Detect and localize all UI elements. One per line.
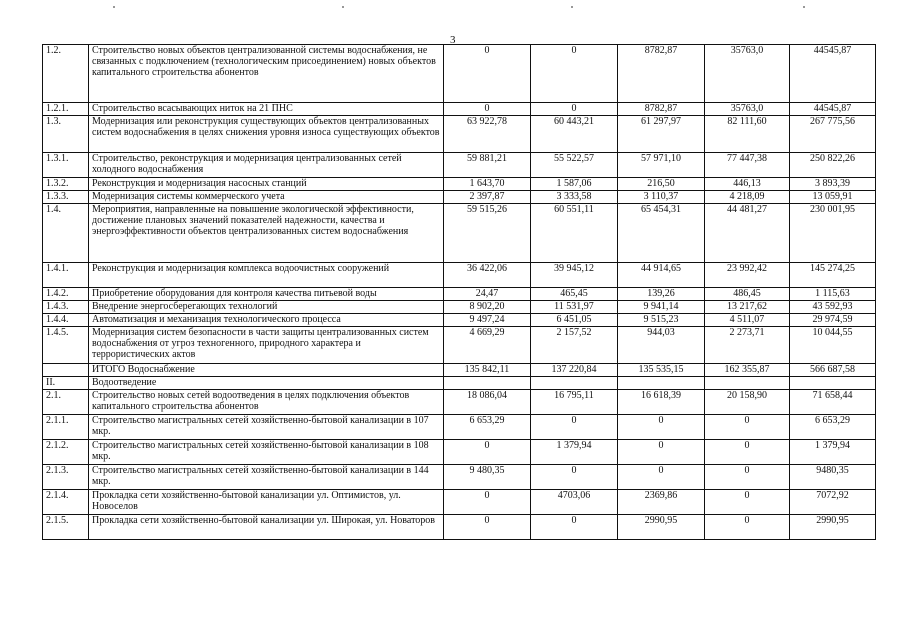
year-value-1: 0 <box>444 490 531 515</box>
year-value-1: 9 480,35 <box>444 465 531 490</box>
row-title: Водоотведение <box>89 377 444 390</box>
year-value-3: 3 110,37 <box>618 191 705 204</box>
row-title: Прокладка сети хозяйственно-бытовой канализации ул. Оптимистов, ул. Новоселов <box>89 490 444 515</box>
year-value-1: 4 669,29 <box>444 327 531 364</box>
row-title: Автоматизация и механизация технологического процесса <box>89 314 444 327</box>
year-value-3: 139,26 <box>618 288 705 301</box>
year-value-2: 1 587,06 <box>531 178 618 191</box>
row-number <box>43 364 89 377</box>
year-value-4: 44 481,27 <box>705 204 790 263</box>
year-value-2: 0 <box>531 45 618 103</box>
table-row <box>43 153 876 178</box>
year-value-1: 135 842,11 <box>444 364 531 377</box>
table-row <box>43 45 876 103</box>
year-value-2: 39 945,12 <box>531 263 618 288</box>
table-row <box>43 390 876 415</box>
row-number: 1.4.1. <box>43 263 89 288</box>
year-value-2: 0 <box>531 515 618 540</box>
row-total-value: 29 974,59 <box>790 314 876 327</box>
year-value-4: 4 511,07 <box>705 314 790 327</box>
row-total-value: 3 893,39 <box>790 178 876 191</box>
year-value-3: 0 <box>618 415 705 440</box>
row-title: Реконструкция и модернизация комплекса водоочистных сооружений <box>89 263 444 288</box>
year-value-1: 2 397,87 <box>444 191 531 204</box>
row-number: 1.3. <box>43 116 89 153</box>
row-number: 1.4.4. <box>43 314 89 327</box>
year-value-4: 0 <box>705 440 790 465</box>
year-value-1: 63 922,78 <box>444 116 531 153</box>
year-value-2: 2 157,52 <box>531 327 618 364</box>
year-value-1: 18 086,04 <box>444 390 531 415</box>
row-title: Модернизация систем безопасности в части защиты централизованных систем водоснабжения от угроз техногенного, природного характера и террористических актов <box>89 327 444 364</box>
year-value-3: 8782,87 <box>618 103 705 116</box>
year-value-1: 24,47 <box>444 288 531 301</box>
year-value-3: 0 <box>618 440 705 465</box>
row-total-value: 566 687,58 <box>790 364 876 377</box>
year-value-2: 1 379,94 <box>531 440 618 465</box>
year-value-2: 3 333,58 <box>531 191 618 204</box>
row-number: 1.4. <box>43 204 89 263</box>
table-row <box>43 314 876 327</box>
year-value-4: 0 <box>705 515 790 540</box>
year-value-3: 216,50 <box>618 178 705 191</box>
row-total-value: 1 115,63 <box>790 288 876 301</box>
year-value-4: 4 218,09 <box>705 191 790 204</box>
year-value-2: 60 551,11 <box>531 204 618 263</box>
row-total-value: 71 658,44 <box>790 390 876 415</box>
table-row <box>43 490 876 515</box>
row-title: Реконструкция и модернизация насосных станций <box>89 178 444 191</box>
year-value-4: 2 273,71 <box>705 327 790 364</box>
year-value-1: 0 <box>444 45 531 103</box>
table-row <box>43 301 876 314</box>
year-value-1: 59 515,26 <box>444 204 531 263</box>
row-total-value: 13 059,91 <box>790 191 876 204</box>
year-value-1: 9 497,24 <box>444 314 531 327</box>
row-title: Прокладка сети хозяйственно-бытовой канализации ул. Широкая, ул. Новаторов <box>89 515 444 540</box>
year-value-3: 2369,86 <box>618 490 705 515</box>
year-value-3: 135 535,15 <box>618 364 705 377</box>
year-value-2: 16 795,11 <box>531 390 618 415</box>
investment-program-table <box>42 44 876 540</box>
year-value-2: 4703,06 <box>531 490 618 515</box>
row-total-value: 6 653,29 <box>790 415 876 440</box>
table-row <box>43 288 876 301</box>
year-value-3 <box>618 377 705 390</box>
year-value-1: 0 <box>444 515 531 540</box>
year-value-3: 65 454,31 <box>618 204 705 263</box>
year-value-4: 446,13 <box>705 178 790 191</box>
table-row <box>43 263 876 288</box>
table-row <box>43 116 876 153</box>
row-title: Внедрение энергосберегающих технологий <box>89 301 444 314</box>
year-value-3: 9 515,23 <box>618 314 705 327</box>
row-title: Мероприятия, направленные на повышение экологической эффективности, достижение плановых значений показателей надежности, качества и энергоэффективности объектов централизованных систем водоснабжения <box>89 204 444 263</box>
year-value-1: 59 881,21 <box>444 153 531 178</box>
row-total-value: 10 044,55 <box>790 327 876 364</box>
table-row <box>43 415 876 440</box>
year-value-1: 1 643,70 <box>444 178 531 191</box>
row-total-value: 145 274,25 <box>790 263 876 288</box>
table-row <box>43 440 876 465</box>
row-total-value: 1 379,94 <box>790 440 876 465</box>
year-value-3: 0 <box>618 465 705 490</box>
year-value-2: 0 <box>531 103 618 116</box>
year-value-2: 137 220,84 <box>531 364 618 377</box>
year-value-3: 16 618,39 <box>618 390 705 415</box>
year-value-4: 35763,0 <box>705 103 790 116</box>
total-label: ИТОГО Водоснабжение <box>89 364 444 377</box>
year-value-4: 0 <box>705 415 790 440</box>
year-value-1: 0 <box>444 440 531 465</box>
row-title: Строительство всасывающих ниток на 21 ПНС <box>89 103 444 116</box>
year-value-3: 57 971,10 <box>618 153 705 178</box>
year-value-3: 2990,95 <box>618 515 705 540</box>
table-row <box>43 103 876 116</box>
year-value-4 <box>705 377 790 390</box>
row-total-value: 2990,95 <box>790 515 876 540</box>
year-value-3: 8782,87 <box>618 45 705 103</box>
row-number: 1.4.2. <box>43 288 89 301</box>
table-row <box>43 465 876 490</box>
row-total-value: 43 592,93 <box>790 301 876 314</box>
year-value-1: 36 422,06 <box>444 263 531 288</box>
table-row <box>43 515 876 540</box>
row-number: 1.3.1. <box>43 153 89 178</box>
year-value-2: 0 <box>531 465 618 490</box>
year-value-2: 465,45 <box>531 288 618 301</box>
year-value-4: 13 217,62 <box>705 301 790 314</box>
year-value-4: 77 447,38 <box>705 153 790 178</box>
row-title: Модернизация или реконструкция существующих объектов централизованных систем водоснабжения в целях снижения уровня износа существующих объектов <box>89 116 444 153</box>
scan-specks <box>0 6 905 12</box>
row-total-value: 267 775,56 <box>790 116 876 153</box>
row-title: Строительство новых объектов централизованной системы водоснабжения, не связанных с подключением (технологическим присоединением) новых объектов капитального строительства абонентов <box>89 45 444 103</box>
row-number: 2.1.3. <box>43 465 89 490</box>
year-value-4: 162 355,87 <box>705 364 790 377</box>
year-value-4: 0 <box>705 465 790 490</box>
year-value-1: 0 <box>444 103 531 116</box>
row-total-value: 7072,92 <box>790 490 876 515</box>
table-row <box>43 327 876 364</box>
row-number: 1.3.2. <box>43 178 89 191</box>
row-title: Строительство магистральных сетей хозяйственно-бытовой канализации в 108 мкр. <box>89 440 444 465</box>
year-value-4: 23 992,42 <box>705 263 790 288</box>
row-total-value: 230 001,95 <box>790 204 876 263</box>
year-value-2: 55 522,57 <box>531 153 618 178</box>
year-value-4: 486,45 <box>705 288 790 301</box>
year-value-4: 0 <box>705 490 790 515</box>
row-number: 2.1.1. <box>43 415 89 440</box>
row-number: 1.2. <box>43 45 89 103</box>
year-value-3: 9 941,14 <box>618 301 705 314</box>
table-row <box>43 204 876 263</box>
row-number: 1.3.3. <box>43 191 89 204</box>
table-row <box>43 191 876 204</box>
year-value-2: 60 443,21 <box>531 116 618 153</box>
row-title: Строительство, реконструкция и модернизация централизованных сетей холодного водоснабжения <box>89 153 444 178</box>
row-total-value: 9480,35 <box>790 465 876 490</box>
row-number: 2.1.5. <box>43 515 89 540</box>
year-value-4: 82 111,60 <box>705 116 790 153</box>
year-value-4: 20 158,90 <box>705 390 790 415</box>
page-number: 3 <box>450 34 456 46</box>
row-number: 2.1.2. <box>43 440 89 465</box>
row-number: 1.2.1. <box>43 103 89 116</box>
row-number: II. <box>43 377 89 390</box>
table-row <box>43 377 876 390</box>
year-value-1: 6 653,29 <box>444 415 531 440</box>
year-value-2: 6 451,05 <box>531 314 618 327</box>
year-value-1 <box>444 377 531 390</box>
year-value-1: 8 902,20 <box>444 301 531 314</box>
year-value-2 <box>531 377 618 390</box>
row-number: 1.4.3. <box>43 301 89 314</box>
row-title: Приобретение оборудования для контроля качества питьевой воды <box>89 288 444 301</box>
row-total-value: 44545,87 <box>790 103 876 116</box>
row-title: Строительство магистральных сетей хозяйственно-бытовой канализации в 107 мкр. <box>89 415 444 440</box>
row-title: Модернизация системы коммерческого учета <box>89 191 444 204</box>
row-total-value: 250 822,26 <box>790 153 876 178</box>
row-number: 2.1. <box>43 390 89 415</box>
row-total-value: 44545,87 <box>790 45 876 103</box>
year-value-3: 44 914,65 <box>618 263 705 288</box>
row-number: 1.4.5. <box>43 327 89 364</box>
table-row <box>43 178 876 191</box>
year-value-2: 11 531,97 <box>531 301 618 314</box>
year-value-3: 61 297,97 <box>618 116 705 153</box>
year-value-3: 944,03 <box>618 327 705 364</box>
year-value-4: 35763,0 <box>705 45 790 103</box>
row-title: Строительство новых сетей водоотведения в целях подключения объектов капитального строительства абонентов <box>89 390 444 415</box>
year-value-2: 0 <box>531 415 618 440</box>
row-number: 2.1.4. <box>43 490 89 515</box>
row-title: Строительство магистральных сетей хозяйственно-бытовой канализации в 144 мкр. <box>89 465 444 490</box>
row-total-value <box>790 377 876 390</box>
table-row <box>43 364 876 377</box>
